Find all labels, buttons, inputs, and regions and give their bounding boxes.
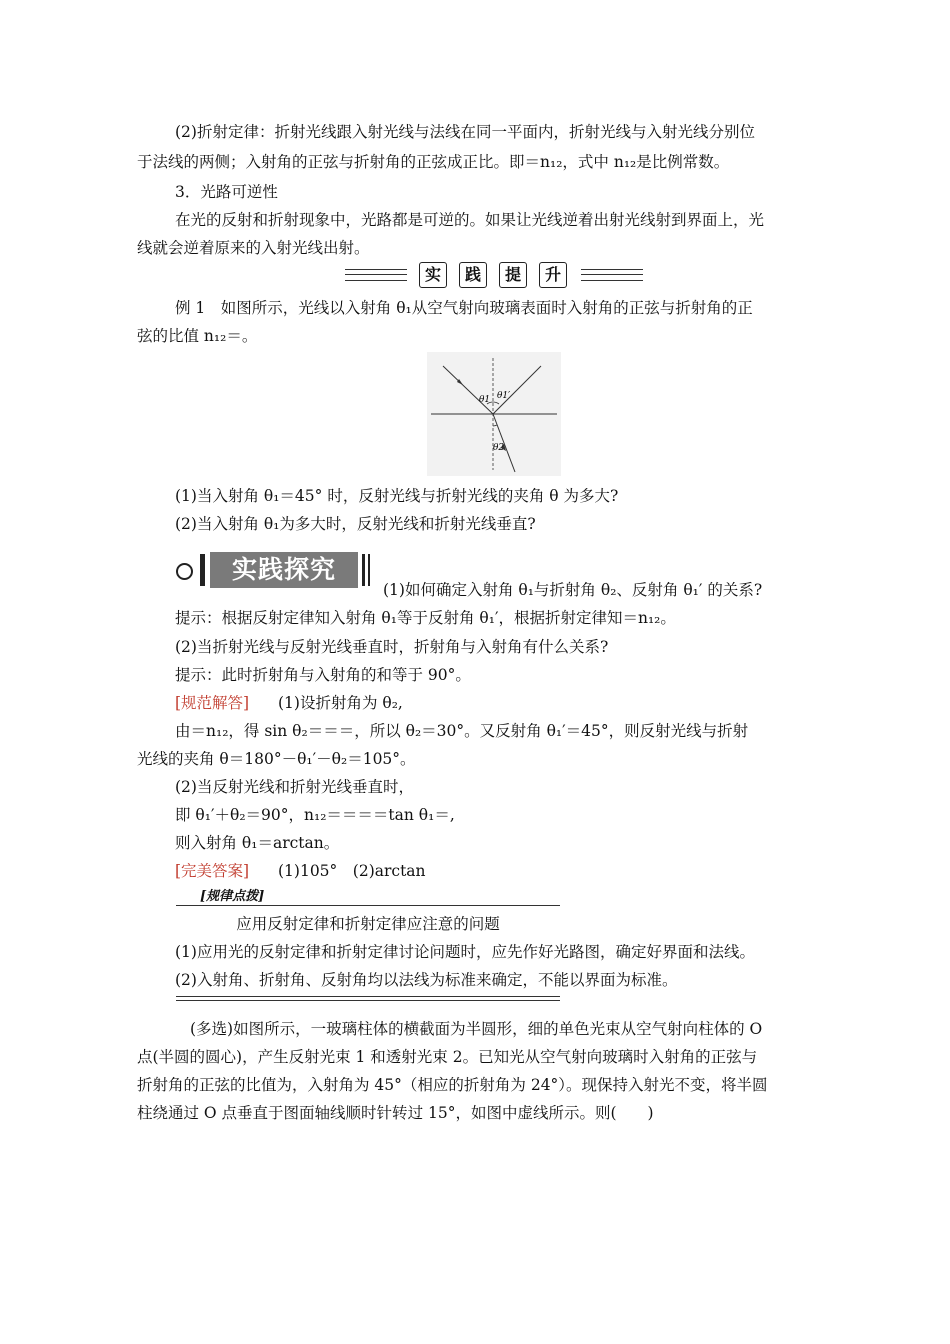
incident-ray — [443, 366, 493, 414]
problem-line: 柱绕通过 O 点垂直于图面轴线顺时针转过 15°，如图中虚线所示。则( ) — [137, 1104, 654, 1122]
hint-line: 提示：此时折射角与入射角的和等于 90°。 — [175, 666, 471, 684]
banner-rule-left — [345, 269, 407, 281]
tip-title: 应用反射定律和折射定律应注意的问题 — [236, 915, 500, 933]
example-line: 例 1 如图所示，光线以入射角 θ₁从空气射向玻璃表面时入射角的正弦与折射角的正 — [175, 299, 753, 317]
solution-line: 光线的夹角 θ＝180°－θ₁′－θ₂＝105°。 — [137, 750, 416, 768]
answer-label: [完美答案] — [175, 862, 250, 880]
hint-line: 提示：根据反射定律知入射角 θ₁等于反射角 θ₁′，根据折射定律知＝n₁₂。 — [175, 609, 676, 627]
reflected-ray — [493, 366, 541, 414]
banner-char: 提 — [499, 262, 527, 288]
refraction-figure — [427, 352, 561, 476]
tip-divider — [176, 996, 560, 1001]
practice-banner — [345, 262, 645, 288]
banner-char: 升 — [539, 262, 567, 288]
theta2-label: θ2 — [493, 443, 505, 453]
tip-line: (2)入射角、折射角、反射角均以法线为标准来确定，不能以界面为标准。 — [175, 971, 678, 989]
tip-header — [176, 884, 560, 908]
solution-line: (1)设折射角为 θ₂, — [278, 694, 403, 712]
solution-line: 即 θ₁′＋θ₂＝90°，n₁₂＝＝＝＝tan θ₁＝, — [175, 806, 455, 824]
problem-line: 点(半圆的圆心)，产生反射光束 1 和透射光束 2。已知光从空气射向玻璃时入射角的正弦与 — [137, 1048, 758, 1066]
paragraph-line: 在光的反射和折射现象中，光路都是可逆的。如果让光线逆着出射光线射到界面上，光 — [175, 211, 765, 229]
explore-question: (2)当折射光线与反射光线垂直时，折射角与入射角有什么关系? — [175, 638, 609, 656]
explore-label: 实践探究 — [210, 552, 358, 588]
solution-label: [规范解答] — [175, 694, 250, 712]
tip-label: [规律点拨] — [200, 885, 266, 904]
paragraph-line: (2)折射定律：折射光线跟入射光线与法线在同一平面内，折射光线与入射光线分别位 — [175, 123, 755, 141]
solution-line: (2)当反射光线和折射光线垂直时， — [175, 778, 414, 796]
banner-char: 实 — [419, 262, 447, 288]
banner-char: 践 — [459, 262, 487, 288]
question-line: (1)当入射角 θ₁＝45° 时，反射光线与折射光线的夹角 θ 为多大? — [175, 487, 619, 505]
question-line: (2)当入射角 θ₁为多大时，反射光线和折射光线垂直? — [175, 515, 536, 533]
paragraph-line: 线就会逆着原来的入射光线出射。 — [137, 239, 370, 257]
section-heading: 3．光路可逆性 — [175, 183, 278, 201]
explore-question: (1)如何确定入射角 θ₁与折射角 θ₂、反射角 θ₁′ 的关系? — [383, 581, 763, 599]
solution-line: 由＝n₁₂，得 sin θ₂＝＝＝，所以 θ₂＝30°。又反射角 θ₁′＝45°，则反射光线与折射 — [175, 722, 749, 740]
paragraph-line: 于法线的两侧；入射角的正弦与折射角的正弦成正比。即＝n₁₂，式中 n₁₂是比例常数。 — [137, 153, 730, 171]
practice-explore-badge — [176, 550, 372, 590]
problem-line: (多选)如图所示，一玻璃柱体的横截面为半圆形，细的单色光束从空气射向柱体的 O — [190, 1020, 763, 1038]
problem-line: 折射角的正弦的比值为，入射角为 45°（相应的折射角为 24°）。现保持入射光不变，将半圆 — [137, 1076, 768, 1094]
example-line: 弦的比值 n₁₂＝。 — [137, 327, 258, 345]
theta1p-label: θ1′ — [497, 391, 511, 401]
banner-rule-right — [581, 269, 643, 281]
solution-line: 则入射角 θ₁＝arctan。 — [175, 834, 340, 852]
answer-line: (1)105° (2)arctan — [278, 862, 426, 880]
circle-icon — [176, 563, 193, 580]
tip-line: (1)应用光的反射定律和折射定律讨论问题时，应先作好光路图，确定好界面和法线。 — [175, 943, 755, 961]
theta1-label: θ1 — [479, 395, 491, 405]
refraction-diagram — [427, 352, 561, 476]
